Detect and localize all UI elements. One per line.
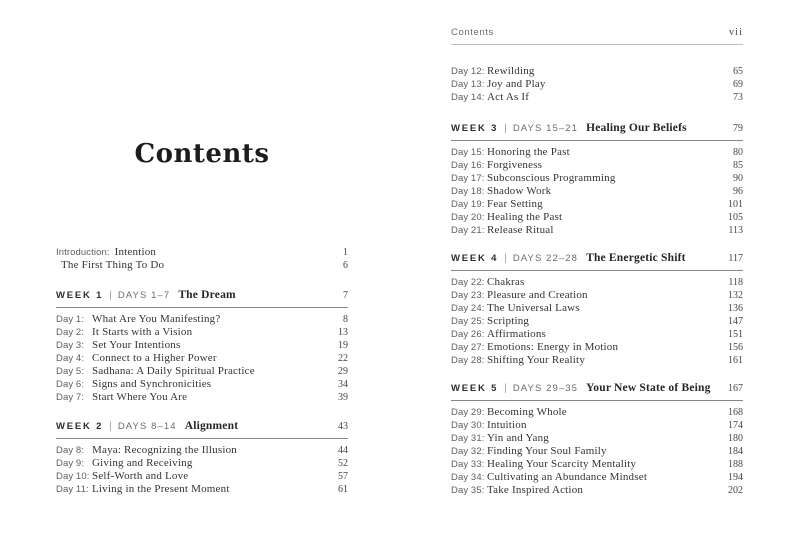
entry-title: Self-Worth and Love xyxy=(92,470,189,482)
week-page-number: 117 xyxy=(728,253,743,264)
day-label: Day 10: xyxy=(56,471,90,482)
day-label: Day 12: xyxy=(451,66,485,77)
entry-title: Subconscious Programming xyxy=(487,172,616,184)
toc-entry xyxy=(451,484,743,497)
section-week-3 xyxy=(451,122,743,237)
toc-entry xyxy=(451,328,743,341)
week-heading xyxy=(56,289,348,308)
folio-page-number: vii xyxy=(728,27,743,38)
entry-page-number: 184 xyxy=(728,446,743,457)
entry-title: The First Thing To Do xyxy=(61,259,165,271)
entry-page-number: 132 xyxy=(728,290,743,301)
day-label: Day 15: xyxy=(451,147,485,158)
entry-title: Honoring the Past xyxy=(487,146,570,158)
entry-page-number: 1 xyxy=(343,247,348,258)
day-label: Day 14: xyxy=(451,92,485,103)
day-label: Day 24: xyxy=(451,303,485,314)
day-label: Day 3: xyxy=(56,340,85,351)
divider-bar: | xyxy=(109,290,112,301)
running-head-text: Contents xyxy=(451,27,494,38)
toc-entry xyxy=(56,313,348,326)
day-label: Day 1: xyxy=(56,314,85,325)
entry-title: Shadow Work xyxy=(487,185,552,197)
entry-page-number: 118 xyxy=(728,277,743,288)
day-label: Day 22: xyxy=(451,277,485,288)
toc-entry xyxy=(451,276,743,289)
entry-title: Emotions: Energy in Motion xyxy=(487,341,619,353)
toc-entry xyxy=(56,365,348,378)
toc-entry xyxy=(56,457,348,470)
toc-entry xyxy=(56,470,348,483)
entry-title: Take Inspired Action xyxy=(487,484,584,496)
week-label: WEEK 1 xyxy=(56,290,104,301)
toc-entry xyxy=(451,445,743,458)
week-label: WEEK 4 xyxy=(451,253,499,264)
entry-title: Joy and Play xyxy=(487,78,546,90)
toc-entry xyxy=(56,352,348,365)
divider-bar: | xyxy=(504,253,507,264)
day-label: Day 5: xyxy=(56,366,85,377)
entry-title: Fear Setting xyxy=(487,198,543,210)
entry-title: Start Where You Are xyxy=(92,391,188,403)
entry-page-number: 96 xyxy=(733,186,743,197)
entry-title: Becoming Whole xyxy=(487,406,567,418)
week-heading xyxy=(451,252,743,271)
entry-page-number: 151 xyxy=(728,329,743,340)
entry-title: Giving and Receiving xyxy=(92,457,193,469)
week-title: Your New State of Being xyxy=(586,382,711,394)
week-page-number: 79 xyxy=(733,123,743,134)
entry-page-number: 61 xyxy=(338,484,348,495)
entry-title: Healing Your Scarcity Mentality xyxy=(487,458,637,470)
entry-page-number: 29 xyxy=(338,366,348,377)
page-title: Contents xyxy=(134,139,270,169)
divider-bar: | xyxy=(109,421,112,432)
entry-title: Living in the Present Moment xyxy=(92,483,230,495)
toc-entry xyxy=(56,259,348,272)
section-week-1 xyxy=(56,289,348,404)
entry-title: Signs and Synchronicities xyxy=(92,378,212,390)
entry-title: What Are You Manifesting? xyxy=(92,313,221,325)
toc-entry xyxy=(451,406,743,419)
entry-title: Finding Your Soul Family xyxy=(487,445,607,457)
week-entries xyxy=(451,406,743,497)
entry-page-number: 57 xyxy=(338,471,348,482)
entry-page-number: 22 xyxy=(338,353,348,364)
week-entries xyxy=(451,276,743,367)
entry-page-number: 147 xyxy=(728,316,743,327)
entry-title: Shifting Your Reality xyxy=(487,354,586,366)
entry-title: Forgiveness xyxy=(487,159,543,171)
toc-entry xyxy=(451,185,743,198)
days-range: DAYS 8–14 xyxy=(117,421,177,432)
day-label: Day 30: xyxy=(451,420,485,431)
running-head xyxy=(451,27,743,45)
divider-bar: | xyxy=(504,383,507,394)
entry-title: Rewilding xyxy=(487,65,535,77)
entry-title: Set Your Intentions xyxy=(92,339,181,351)
entry-page-number: 194 xyxy=(728,472,743,483)
divider-bar: | xyxy=(504,123,507,134)
entry-page-number: 44 xyxy=(338,445,348,456)
entry-page-number: 101 xyxy=(728,199,743,210)
week-title: The Dream xyxy=(178,289,236,301)
day-label: Day 13: xyxy=(451,79,485,90)
entry-page-number: 180 xyxy=(728,433,743,444)
toc-entry xyxy=(451,315,743,328)
toc-entry xyxy=(451,289,743,302)
entry-page-number: 168 xyxy=(728,407,743,418)
toc-entry xyxy=(56,378,348,391)
entry-page-number: 105 xyxy=(728,212,743,223)
entry-page-number: 39 xyxy=(338,392,348,403)
day-label: Day 9: xyxy=(56,458,85,469)
week-label: WEEK 3 xyxy=(451,123,499,134)
toc-entry xyxy=(56,391,348,404)
week-label: WEEK 2 xyxy=(56,421,104,432)
entry-page-number: 34 xyxy=(338,379,348,390)
toc-entry xyxy=(56,339,348,352)
entry-title: Connect to a Higher Power xyxy=(92,352,217,364)
toc-entry xyxy=(451,172,743,185)
entry-title: Release Ritual xyxy=(487,224,554,236)
left-page xyxy=(56,0,348,533)
day-label: Day 18: xyxy=(451,186,485,197)
day-label: Day 29: xyxy=(451,407,485,418)
entry-page-number: 174 xyxy=(728,420,743,431)
entry-title: Cultivating an Abundance Mindset xyxy=(487,471,648,483)
days-range: DAYS 15–21 xyxy=(512,123,579,134)
week-entries xyxy=(451,146,743,237)
day-label: Day 32: xyxy=(451,446,485,457)
toc-entry xyxy=(451,458,743,471)
day-label: Day 17: xyxy=(451,173,485,184)
day-label: Day 35: xyxy=(451,485,485,496)
entry-title: Intuition xyxy=(487,419,527,431)
entry-page-number: 19 xyxy=(338,340,348,351)
toc-entry xyxy=(451,211,743,224)
carryover-entries xyxy=(451,65,743,104)
toc-entry xyxy=(451,146,743,159)
day-label: Day 8: xyxy=(56,445,85,456)
day-label: Day 23: xyxy=(451,290,485,301)
day-label: Day 28: xyxy=(451,355,485,366)
entry-page-number: 73 xyxy=(733,92,743,103)
entry-title: Healing the Past xyxy=(487,211,563,223)
day-label: Day 7: xyxy=(56,392,85,403)
toc-entry xyxy=(451,302,743,315)
week-title: Healing Our Beliefs xyxy=(586,122,687,134)
week-entries xyxy=(56,444,348,496)
day-label: Day 25: xyxy=(451,316,485,327)
week-page-number: 167 xyxy=(728,383,743,394)
entry-title: The Universal Laws xyxy=(487,302,580,314)
entry-page-number: 69 xyxy=(733,79,743,90)
entry-page-number: 85 xyxy=(733,160,743,171)
day-label: Day 26: xyxy=(451,329,485,340)
entry-title: Affirmations xyxy=(487,328,547,340)
toc-entry xyxy=(56,483,348,496)
day-label: Day 11: xyxy=(56,484,89,495)
day-label: Day 21: xyxy=(451,225,485,236)
entry-page-number: 8 xyxy=(343,314,348,325)
toc-entry xyxy=(451,78,743,91)
toc-entry xyxy=(451,471,743,484)
entry-label: Introduction: xyxy=(56,247,110,258)
week-title: The Energetic Shift xyxy=(586,252,686,264)
entry-title: Pleasure and Creation xyxy=(487,289,588,301)
day-label: Day 20: xyxy=(451,212,485,223)
entry-title: Chakras xyxy=(487,276,525,288)
section-week-5 xyxy=(451,382,743,497)
entry-page-number: 188 xyxy=(728,459,743,470)
week-page-number: 43 xyxy=(338,421,348,432)
toc-entry xyxy=(451,354,743,367)
entry-page-number: 65 xyxy=(733,66,743,77)
day-label: Day 2: xyxy=(56,327,85,338)
week-entries xyxy=(56,313,348,404)
entry-page-number: 161 xyxy=(728,355,743,366)
day-label: Day 6: xyxy=(56,379,85,390)
day-label: Day 16: xyxy=(451,160,485,171)
toc-entry xyxy=(56,246,348,259)
toc-entry xyxy=(451,419,743,432)
toc-entry xyxy=(451,432,743,445)
entry-page-number: 202 xyxy=(728,485,743,496)
entry-title: Intention xyxy=(114,246,157,258)
day-label: Day 34: xyxy=(451,472,485,483)
toc-entry xyxy=(451,91,743,104)
section-week-4 xyxy=(451,252,743,367)
week-title: Alignment xyxy=(184,420,239,432)
entry-page-number: 52 xyxy=(338,458,348,469)
entry-page-number: 113 xyxy=(728,225,743,236)
entry-title: Scripting xyxy=(487,315,530,327)
entry-page-number: 136 xyxy=(728,303,743,314)
toc-entry xyxy=(56,444,348,457)
entry-title: Sadhana: A Daily Spiritual Practice xyxy=(92,365,255,377)
day-label: Day 33: xyxy=(451,459,485,470)
toc-entry xyxy=(451,341,743,354)
day-label: Day 31: xyxy=(451,433,485,444)
days-range: DAYS 1–7 xyxy=(117,290,171,301)
week-heading xyxy=(451,382,743,401)
entry-page-number: 13 xyxy=(338,327,348,338)
week-label: WEEK 5 xyxy=(451,383,499,394)
week-heading xyxy=(56,420,348,439)
entry-page-number: 80 xyxy=(733,147,743,158)
right-page xyxy=(451,0,743,533)
day-label: Day 19: xyxy=(451,199,485,210)
entry-title: Yin and Yang xyxy=(487,432,549,444)
week-heading xyxy=(451,122,743,141)
toc-entry xyxy=(451,198,743,211)
days-range: DAYS 22–28 xyxy=(512,253,579,264)
entry-page-number: 6 xyxy=(343,260,348,271)
toc-entry xyxy=(451,65,743,78)
entry-title: Maya: Recognizing the Illusion xyxy=(92,444,237,456)
toc-entry xyxy=(451,159,743,172)
entry-title: It Starts with a Vision xyxy=(92,326,193,338)
front-matter xyxy=(56,246,348,272)
days-range: DAYS 29–35 xyxy=(512,383,579,394)
entry-title: Act As If xyxy=(487,91,530,103)
entry-page-number: 90 xyxy=(733,173,743,184)
day-label: Day 27: xyxy=(451,342,485,353)
day-label: Day 4: xyxy=(56,353,85,364)
section-week-2 xyxy=(56,420,348,496)
entry-page-number: 156 xyxy=(728,342,743,353)
week-page-number: 7 xyxy=(343,290,348,301)
toc-entry xyxy=(451,224,743,237)
toc-entry xyxy=(56,326,348,339)
